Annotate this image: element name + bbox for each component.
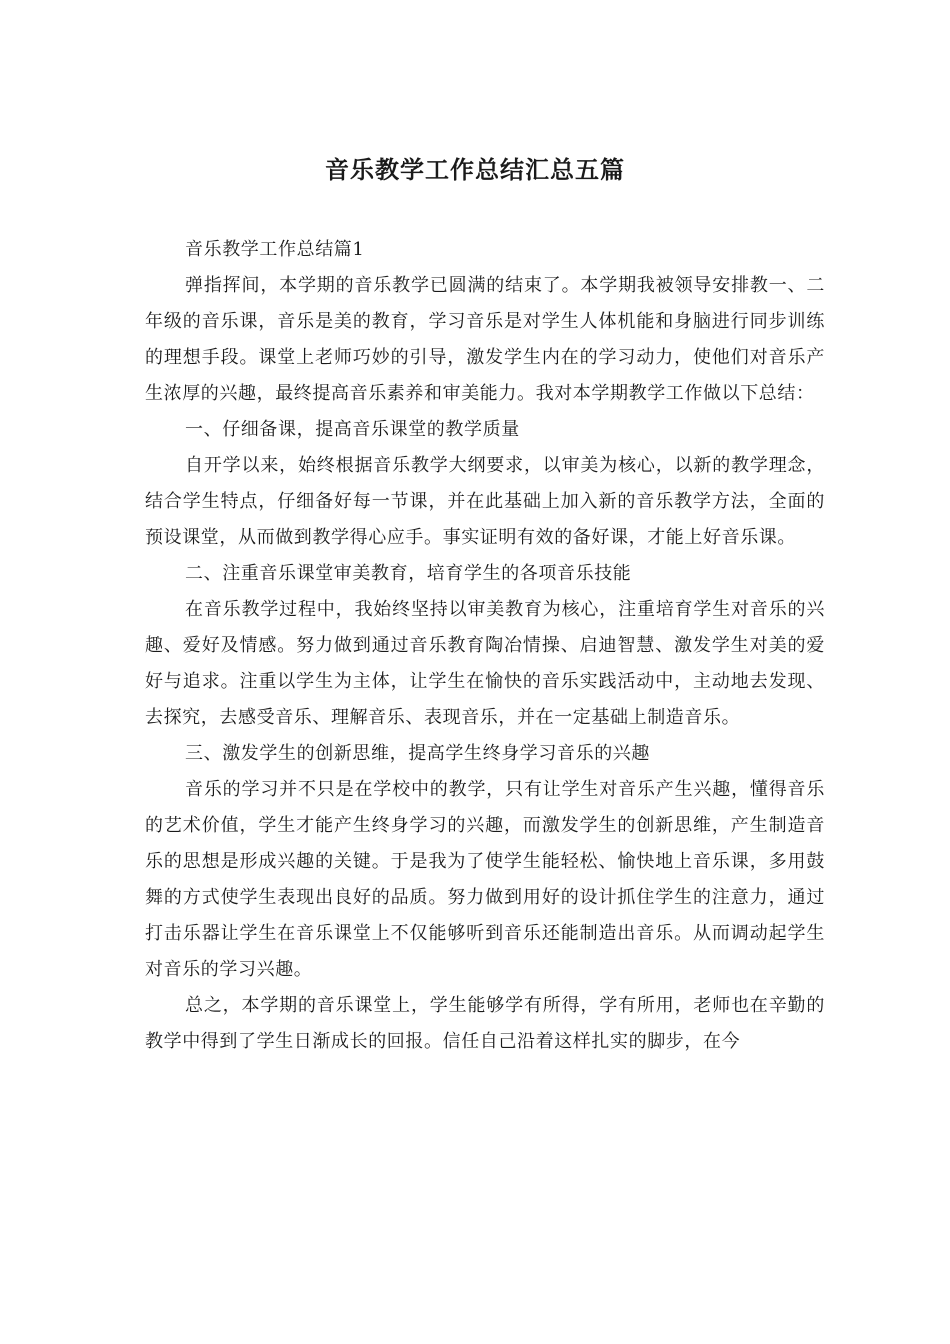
subheading-3: 三、激发学生的创新思维，提高学生终身学习音乐的兴趣 bbox=[185, 743, 650, 764]
document-body bbox=[145, 232, 825, 1060]
subheading-2: 二、注重音乐课堂审美教育，培育学生的各项音乐技能 bbox=[185, 563, 632, 584]
paragraph-3: 音乐的学习并不只是在学校中的教学，只有让学生对音乐产生兴趣，懂得音乐的艺术价值，学生才能产生终身学习的兴趣，而激发学生的创新思维，产生制造音乐的思想是形成兴趣的关键。于是我为了使学生能轻松、愉快地上音乐课，多用鼓舞的方式使学生表现出良好的品质。努力做到用好的设计抓住学生的注意力，通过打击乐器让学生在音乐课堂上不仅能够听到音乐还能制造出音乐。从而调动起学生对音乐的学习兴趣。 bbox=[145, 779, 825, 980]
subheading-1: 一、仔细备课，提高音乐课堂的教学质量 bbox=[185, 419, 520, 440]
intro-paragraph: 弹指挥间，本学期的音乐教学已圆满的结束了。本学期我被领导安排教一、二年级的音乐课，音乐是美的教育，学习音乐是对学生人体机能和身脑进行同步训练的理想手段。课堂上老师巧妙的引导，激发学生内在的学习动力，使他们对音乐产生浓厚的兴趣，最终提高音乐素养和审美能力。我对本学期教学工作做以下总结： bbox=[145, 275, 825, 404]
paragraph-1: 自开学以来，始终根据音乐教学大纲要求，以审美为核心，以新的教学理念，结合学生特点，仔细备好每一节课，并在此基础上加入新的音乐教学方法，全面的预设课堂，从而做到教学得心应手。事实证明有效的备好课，才能上好音乐课。 bbox=[145, 455, 825, 548]
section-heading-1: 音乐教学工作总结篇1 bbox=[185, 239, 365, 260]
paragraph-2: 在音乐教学过程中，我始终坚持以审美教育为核心，注重培育学生对音乐的兴趣、爱好及情感。努力做到通过音乐教育陶冶情操、启迪智慧、激发学生对美的爱好与追求。注重以学生为主体，让学生在愉快的音乐实践活动中，主动地去发现、去探究，去感受音乐、理解音乐、表现音乐，并在一定基础上制造音乐。 bbox=[145, 599, 825, 728]
conclusion-paragraph: 总之，本学期的音乐课堂上，学生能够学有所得，学有所用，老师也在辛勤的教学中得到了学生日渐成长的回报。信任自己沿着这样扎实的脚步，在今 bbox=[145, 995, 825, 1052]
document-title: 音乐教学工作总结汇总五篇 bbox=[325, 155, 625, 184]
